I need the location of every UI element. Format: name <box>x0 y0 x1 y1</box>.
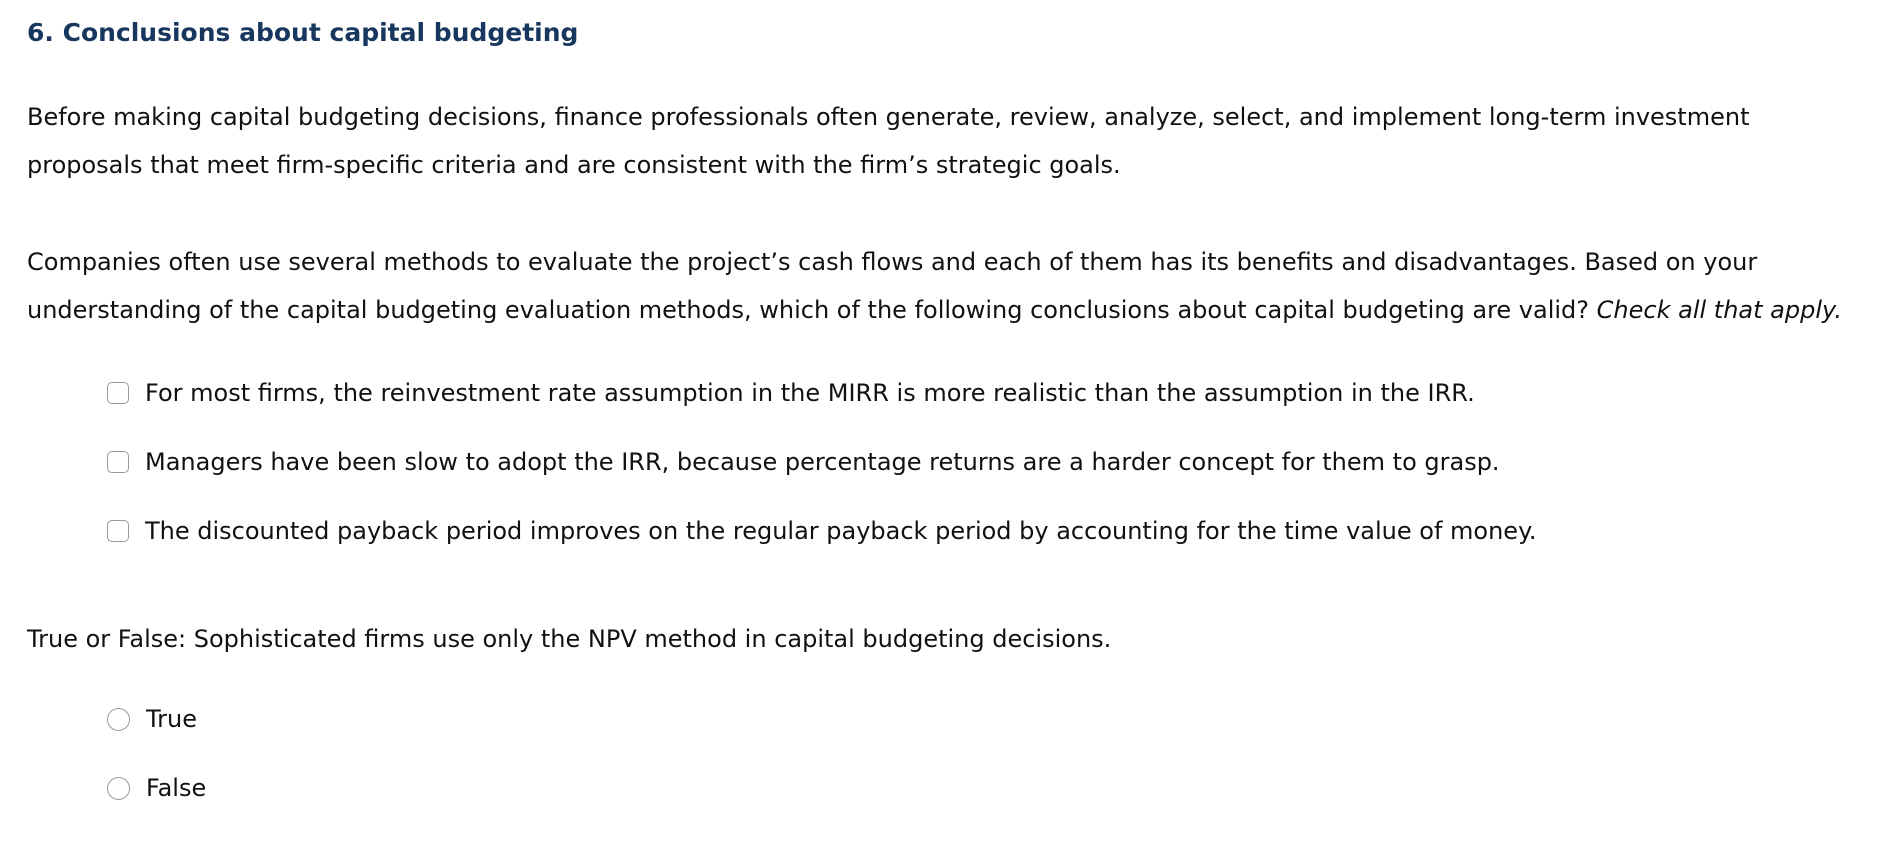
checkbox[interactable] <box>107 382 129 404</box>
checkbox-option-irr[interactable] <box>107 444 1500 480</box>
intro-paragraph <box>27 93 1749 189</box>
question-line-2: understanding of the capital budgeting evaluation methods, which of the following conclusions about capital budgeting are valid? <box>27 296 1590 324</box>
intro-line-1: Before making capital budgeting decisions, finance professionals often generate, review, analyze, select, and implement long-term investment <box>27 103 1750 131</box>
question-paragraph <box>27 238 1842 334</box>
radio-option-false[interactable] <box>107 770 206 806</box>
checkbox[interactable] <box>107 451 129 473</box>
question-line-1: Companies often use several methods to evaluate the project’s cash flows and each of them has its benefits and disadvantages. Based on your <box>27 248 1758 276</box>
checkbox-option-label: Managers have been slow to adopt the IRR, because percentage returns are a harder concept for them to grasp. <box>145 448 1500 476</box>
true-false-prompt: True or False: Sophisticated firms use only the NPV method in capital budgeting decisions. <box>27 625 1112 653</box>
checkbox[interactable] <box>107 520 129 542</box>
checkbox-option-label: The discounted payback period improves on the regular payback period by accounting for the time value of money. <box>145 517 1537 545</box>
checkbox-option-label: For most firms, the reinvestment rate assumption in the MIRR is more realistic than the assumption in the IRR. <box>145 379 1475 407</box>
radio-option-true[interactable] <box>107 701 197 737</box>
checkbox-option-mirr[interactable] <box>107 375 1475 411</box>
radio-button[interactable] <box>107 777 130 800</box>
checkbox-option-discounted-payback[interactable] <box>107 513 1536 549</box>
radio-button[interactable] <box>107 708 130 731</box>
question-heading: 6. Conclusions about capital budgeting <box>27 18 579 47</box>
radio-option-label: False <box>146 774 207 802</box>
intro-line-2: proposals that meet firm-specific criteria and are consistent with the firm’s strategic goals. <box>27 151 1121 179</box>
radio-option-label: True <box>146 705 197 733</box>
check-all-hint: Check all that apply. <box>1596 296 1842 324</box>
